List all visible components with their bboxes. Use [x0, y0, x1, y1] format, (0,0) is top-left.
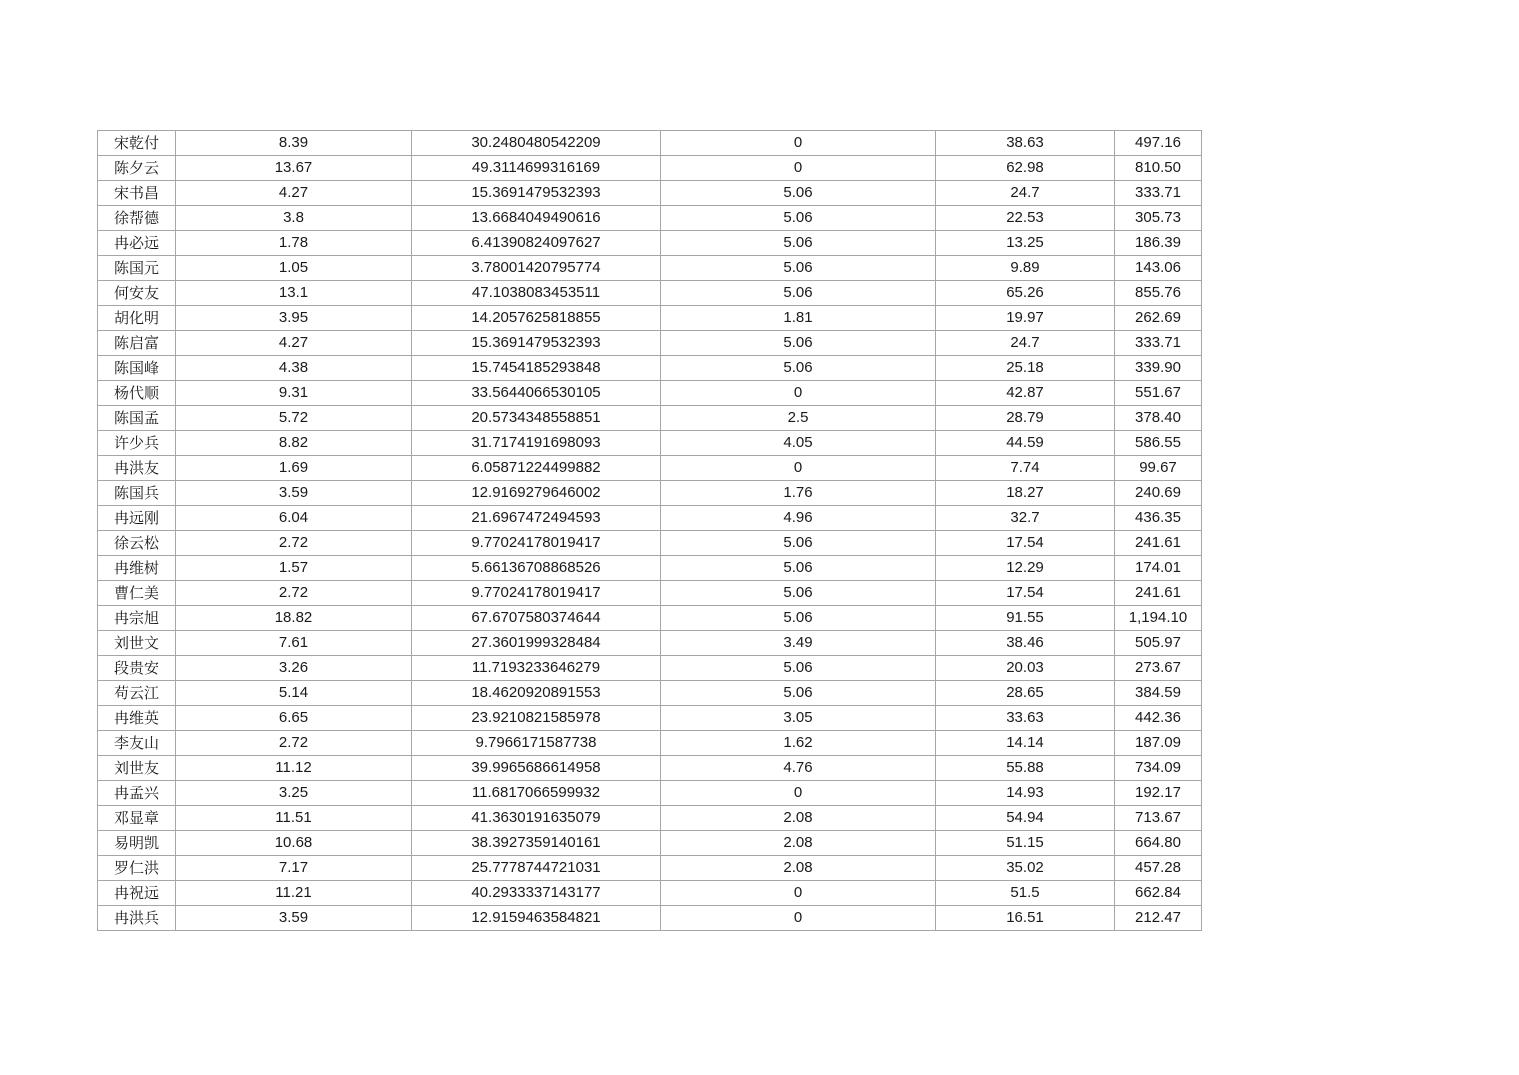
value-cell-4: 91.55	[936, 606, 1115, 631]
value-cell-2: 27.3601999328484	[412, 631, 661, 656]
value-cell-1: 5.72	[176, 406, 412, 431]
name-cell: 冉宗旭	[98, 606, 176, 631]
total-cell: 187.09	[1115, 731, 1202, 756]
total-cell: 186.39	[1115, 231, 1202, 256]
value-cell-2: 30.2480480542209	[412, 131, 661, 156]
name-cell: 罗仁洪	[98, 856, 176, 881]
table-row	[98, 281, 1202, 306]
table-row	[98, 581, 1202, 606]
value-cell-2: 6.05871224499882	[412, 456, 661, 481]
total-cell: 333.71	[1115, 181, 1202, 206]
value-cell-2: 9.7966171587738	[412, 731, 661, 756]
value-cell-1: 4.27	[176, 181, 412, 206]
table-row	[98, 256, 1202, 281]
total-cell: 1,194.10	[1115, 606, 1202, 631]
value-cell-2: 12.9169279646002	[412, 481, 661, 506]
table-row	[98, 806, 1202, 831]
value-cell-4: 20.03	[936, 656, 1115, 681]
total-cell: 664.80	[1115, 831, 1202, 856]
total-cell: 457.28	[1115, 856, 1202, 881]
value-cell-3: 5.06	[661, 256, 936, 281]
table-row	[98, 681, 1202, 706]
value-cell-3: 0	[661, 381, 936, 406]
value-cell-1: 8.39	[176, 131, 412, 156]
table-row	[98, 406, 1202, 431]
value-cell-4: 18.27	[936, 481, 1115, 506]
table-row	[98, 456, 1202, 481]
name-cell: 何安友	[98, 281, 176, 306]
value-cell-1: 3.25	[176, 781, 412, 806]
value-cell-2: 41.3630191635079	[412, 806, 661, 831]
value-cell-4: 17.54	[936, 581, 1115, 606]
name-cell: 刘世文	[98, 631, 176, 656]
value-cell-3: 5.06	[661, 581, 936, 606]
table-row	[98, 231, 1202, 256]
total-cell: 436.35	[1115, 506, 1202, 531]
value-cell-2: 12.9159463584821	[412, 906, 661, 931]
value-cell-1: 5.14	[176, 681, 412, 706]
table-row	[98, 156, 1202, 181]
value-cell-4: 28.65	[936, 681, 1115, 706]
total-cell: 384.59	[1115, 681, 1202, 706]
name-cell: 冉维英	[98, 706, 176, 731]
value-cell-1: 2.72	[176, 731, 412, 756]
total-cell: 143.06	[1115, 256, 1202, 281]
name-cell: 陈国峰	[98, 356, 176, 381]
total-cell: 442.36	[1115, 706, 1202, 731]
value-cell-2: 6.41390824097627	[412, 231, 661, 256]
table-row	[98, 706, 1202, 731]
value-cell-2: 21.6967472494593	[412, 506, 661, 531]
total-cell: 333.71	[1115, 331, 1202, 356]
value-cell-3: 5.06	[661, 606, 936, 631]
value-cell-3: 3.49	[661, 631, 936, 656]
value-cell-2: 9.77024178019417	[412, 531, 661, 556]
total-cell: 855.76	[1115, 281, 1202, 306]
name-cell: 冉远刚	[98, 506, 176, 531]
value-cell-1: 7.61	[176, 631, 412, 656]
value-cell-2: 47.1038083453511	[412, 281, 661, 306]
value-cell-3: 1.62	[661, 731, 936, 756]
value-cell-3: 2.5	[661, 406, 936, 431]
value-cell-1: 4.38	[176, 356, 412, 381]
value-cell-4: 16.51	[936, 906, 1115, 931]
table-row	[98, 131, 1202, 156]
name-cell: 许少兵	[98, 431, 176, 456]
value-cell-2: 49.3114699316169	[412, 156, 661, 181]
value-cell-4: 33.63	[936, 706, 1115, 731]
value-cell-2: 14.2057625818855	[412, 306, 661, 331]
value-cell-2: 3.78001420795774	[412, 256, 661, 281]
value-cell-4: 32.7	[936, 506, 1115, 531]
total-cell: 273.67	[1115, 656, 1202, 681]
table-row	[98, 631, 1202, 656]
value-cell-3: 5.06	[661, 656, 936, 681]
value-cell-4: 65.26	[936, 281, 1115, 306]
value-cell-4: 17.54	[936, 531, 1115, 556]
value-cell-1: 13.1	[176, 281, 412, 306]
value-cell-2: 9.77024178019417	[412, 581, 661, 606]
total-cell: 240.69	[1115, 481, 1202, 506]
name-cell: 杨代顺	[98, 381, 176, 406]
value-cell-3: 2.08	[661, 831, 936, 856]
value-cell-4: 9.89	[936, 256, 1115, 281]
total-cell: 586.55	[1115, 431, 1202, 456]
value-cell-1: 11.51	[176, 806, 412, 831]
value-cell-4: 35.02	[936, 856, 1115, 881]
value-cell-4: 25.18	[936, 356, 1115, 381]
value-cell-2: 31.7174191698093	[412, 431, 661, 456]
value-cell-2: 18.4620920891553	[412, 681, 661, 706]
value-cell-1: 3.8	[176, 206, 412, 231]
value-cell-3: 0	[661, 456, 936, 481]
value-cell-3: 5.06	[661, 281, 936, 306]
table-row	[98, 331, 1202, 356]
value-cell-1: 3.95	[176, 306, 412, 331]
value-cell-4: 7.74	[936, 456, 1115, 481]
total-cell: 497.16	[1115, 131, 1202, 156]
value-cell-2: 15.3691479532393	[412, 181, 661, 206]
table-row	[98, 356, 1202, 381]
value-cell-3: 5.06	[661, 531, 936, 556]
table-row	[98, 531, 1202, 556]
value-cell-2: 67.6707580374644	[412, 606, 661, 631]
table-row	[98, 381, 1202, 406]
value-cell-2: 5.66136708868526	[412, 556, 661, 581]
value-cell-3: 5.06	[661, 181, 936, 206]
total-cell: 662.84	[1115, 881, 1202, 906]
value-cell-4: 24.7	[936, 331, 1115, 356]
name-cell: 冉祝远	[98, 881, 176, 906]
value-cell-4: 38.46	[936, 631, 1115, 656]
value-cell-3: 0	[661, 156, 936, 181]
value-cell-3: 5.06	[661, 231, 936, 256]
value-cell-3: 5.06	[661, 556, 936, 581]
value-cell-1: 11.21	[176, 881, 412, 906]
value-cell-3: 2.08	[661, 806, 936, 831]
value-cell-2: 25.7778744721031	[412, 856, 661, 881]
value-cell-1: 1.05	[176, 256, 412, 281]
value-cell-2: 20.5734348558851	[412, 406, 661, 431]
value-cell-3: 4.76	[661, 756, 936, 781]
table-row	[98, 756, 1202, 781]
value-cell-4: 55.88	[936, 756, 1115, 781]
value-cell-3: 5.06	[661, 206, 936, 231]
value-cell-4: 51.5	[936, 881, 1115, 906]
value-cell-4: 14.14	[936, 731, 1115, 756]
table-row	[98, 781, 1202, 806]
value-cell-4: 19.97	[936, 306, 1115, 331]
table-row	[98, 506, 1202, 531]
table-row	[98, 906, 1202, 931]
value-cell-1: 1.78	[176, 231, 412, 256]
value-cell-4: 62.98	[936, 156, 1115, 181]
name-cell: 冉维树	[98, 556, 176, 581]
value-cell-4: 12.29	[936, 556, 1115, 581]
name-cell: 冉洪友	[98, 456, 176, 481]
value-cell-4: 51.15	[936, 831, 1115, 856]
name-cell: 胡化明	[98, 306, 176, 331]
value-cell-4: 13.25	[936, 231, 1115, 256]
name-cell: 宋乾付	[98, 131, 176, 156]
table-row	[98, 731, 1202, 756]
name-cell: 邓显章	[98, 806, 176, 831]
value-cell-3: 3.05	[661, 706, 936, 731]
value-cell-1: 3.26	[176, 656, 412, 681]
value-cell-3: 5.06	[661, 356, 936, 381]
name-cell: 曹仁美	[98, 581, 176, 606]
name-cell: 段贵安	[98, 656, 176, 681]
value-cell-1: 8.82	[176, 431, 412, 456]
name-cell: 易明凯	[98, 831, 176, 856]
value-cell-2: 39.9965686614958	[412, 756, 661, 781]
table-row	[98, 181, 1202, 206]
value-cell-1: 13.67	[176, 156, 412, 181]
value-cell-3: 5.06	[661, 331, 936, 356]
value-cell-1: 9.31	[176, 381, 412, 406]
name-cell: 苟云江	[98, 681, 176, 706]
total-cell: 305.73	[1115, 206, 1202, 231]
value-cell-1: 2.72	[176, 581, 412, 606]
table-row	[98, 481, 1202, 506]
value-cell-3: 1.81	[661, 306, 936, 331]
total-cell: 505.97	[1115, 631, 1202, 656]
name-cell: 陈国兵	[98, 481, 176, 506]
value-cell-2: 38.3927359140161	[412, 831, 661, 856]
value-cell-3: 5.06	[661, 681, 936, 706]
value-cell-1: 18.82	[176, 606, 412, 631]
total-cell: 212.47	[1115, 906, 1202, 931]
value-cell-1: 2.72	[176, 531, 412, 556]
value-cell-3: 0	[661, 781, 936, 806]
value-cell-4: 38.63	[936, 131, 1115, 156]
value-cell-3: 4.05	[661, 431, 936, 456]
name-cell: 徐云松	[98, 531, 176, 556]
value-cell-2: 23.9210821585978	[412, 706, 661, 731]
total-cell: 174.01	[1115, 556, 1202, 581]
value-cell-4: 44.59	[936, 431, 1115, 456]
total-cell: 713.67	[1115, 806, 1202, 831]
value-cell-1: 7.17	[176, 856, 412, 881]
value-cell-4: 24.7	[936, 181, 1115, 206]
value-cell-3: 0	[661, 131, 936, 156]
name-cell: 冉必远	[98, 231, 176, 256]
value-cell-1: 3.59	[176, 906, 412, 931]
value-cell-3: 0	[661, 881, 936, 906]
value-cell-3: 4.96	[661, 506, 936, 531]
value-cell-4: 14.93	[936, 781, 1115, 806]
value-cell-1: 1.57	[176, 556, 412, 581]
total-cell: 810.50	[1115, 156, 1202, 181]
total-cell: 734.09	[1115, 756, 1202, 781]
name-cell: 陈夕云	[98, 156, 176, 181]
value-cell-4: 54.94	[936, 806, 1115, 831]
value-cell-1: 10.68	[176, 831, 412, 856]
value-cell-2: 11.6817066599932	[412, 781, 661, 806]
name-cell: 陈国元	[98, 256, 176, 281]
total-cell: 241.61	[1115, 531, 1202, 556]
total-cell: 99.67	[1115, 456, 1202, 481]
table-row	[98, 556, 1202, 581]
name-cell: 冉洪兵	[98, 906, 176, 931]
value-cell-1: 11.12	[176, 756, 412, 781]
name-cell: 刘世友	[98, 756, 176, 781]
value-cell-2: 13.6684049490616	[412, 206, 661, 231]
table-row	[98, 306, 1202, 331]
name-cell: 冉孟兴	[98, 781, 176, 806]
total-cell: 551.67	[1115, 381, 1202, 406]
value-cell-2: 40.2933337143177	[412, 881, 661, 906]
name-cell: 徐帮德	[98, 206, 176, 231]
total-cell: 262.69	[1115, 306, 1202, 331]
table-row	[98, 881, 1202, 906]
table-row	[98, 656, 1202, 681]
value-cell-2: 11.7193233646279	[412, 656, 661, 681]
total-cell: 339.90	[1115, 356, 1202, 381]
name-cell: 陈国孟	[98, 406, 176, 431]
value-cell-3: 1.76	[661, 481, 936, 506]
table-row	[98, 606, 1202, 631]
value-cell-3: 0	[661, 906, 936, 931]
table-row	[98, 431, 1202, 456]
table-row	[98, 831, 1202, 856]
value-cell-1: 6.65	[176, 706, 412, 731]
value-cell-2: 33.5644066530105	[412, 381, 661, 406]
data-table	[97, 130, 1202, 931]
value-cell-2: 15.7454185293848	[412, 356, 661, 381]
table-row	[98, 856, 1202, 881]
value-cell-3: 2.08	[661, 856, 936, 881]
value-cell-4: 42.87	[936, 381, 1115, 406]
value-cell-1: 1.69	[176, 456, 412, 481]
name-cell: 李友山	[98, 731, 176, 756]
table-body	[98, 131, 1202, 931]
value-cell-2: 15.3691479532393	[412, 331, 661, 356]
total-cell: 241.61	[1115, 581, 1202, 606]
total-cell: 378.40	[1115, 406, 1202, 431]
name-cell: 宋书昌	[98, 181, 176, 206]
value-cell-4: 28.79	[936, 406, 1115, 431]
name-cell: 陈启富	[98, 331, 176, 356]
value-cell-1: 6.04	[176, 506, 412, 531]
value-cell-1: 3.59	[176, 481, 412, 506]
total-cell: 192.17	[1115, 781, 1202, 806]
value-cell-1: 4.27	[176, 331, 412, 356]
value-cell-4: 22.53	[936, 206, 1115, 231]
table-row	[98, 206, 1202, 231]
